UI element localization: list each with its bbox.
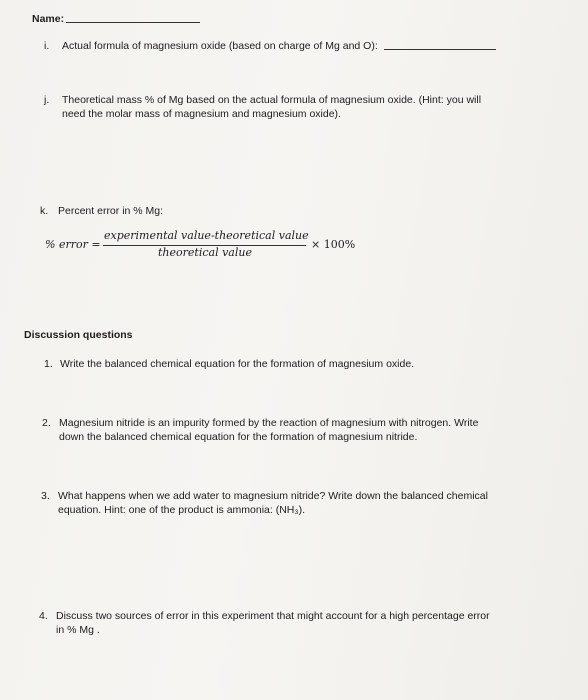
item-k-marker: k. (40, 205, 49, 217)
question-3-line2: equation. Hint: one of the product is ammonia: (NH₃). (58, 504, 306, 516)
question-4-line2: in % Mg . (56, 624, 100, 636)
item-j-line2: need the molar mass of magnesium and magnesium oxide). (62, 108, 341, 120)
item-j-line1: Theoretical mass % of Mg based on the actual formula of magnesium oxide. (Hint: you will (62, 94, 482, 106)
question-2-line2: down the balanced chemical equation for the formation of magnesium nitride. (59, 431, 418, 443)
question-3-marker: 3. (41, 490, 50, 502)
name-field[interactable] (66, 22, 200, 23)
question-1-marker: 1. (44, 358, 53, 370)
formula-denominator: theoretical value (158, 246, 252, 259)
question-4-marker: 4. (39, 610, 48, 622)
name-label: Name: (32, 13, 65, 25)
formula-numerator: experimental value-theoretical value (104, 229, 309, 242)
item-k-text: Percent error in % Mg: (58, 205, 164, 217)
question-3-line1: What happens when we add water to magnesium nitride? Write down the balanced chemical (58, 490, 488, 502)
item-i-answer-field[interactable] (384, 49, 496, 50)
item-i-text: Actual formula of magnesium oxide (based on charge of Mg and O): (62, 40, 378, 52)
question-1-text: Write the balanced chemical equation for the formation of magnesium oxide. (60, 358, 415, 370)
question-2-marker: 2. (42, 417, 51, 429)
question-2-line1: Magnesium nitride is an impurity formed by the reaction of magnesium with nitrogen. Write (59, 417, 479, 429)
item-j-marker: j. (44, 94, 50, 106)
formula-multiplier: × 100% (311, 238, 356, 251)
item-i-marker: i. (44, 40, 50, 52)
formula-lhs: % error = (45, 238, 101, 251)
question-4-line1: Discuss two sources of error in this experiment that might account for a high percentage error (56, 610, 490, 622)
discussion-heading: Discussion questions (24, 329, 133, 341)
